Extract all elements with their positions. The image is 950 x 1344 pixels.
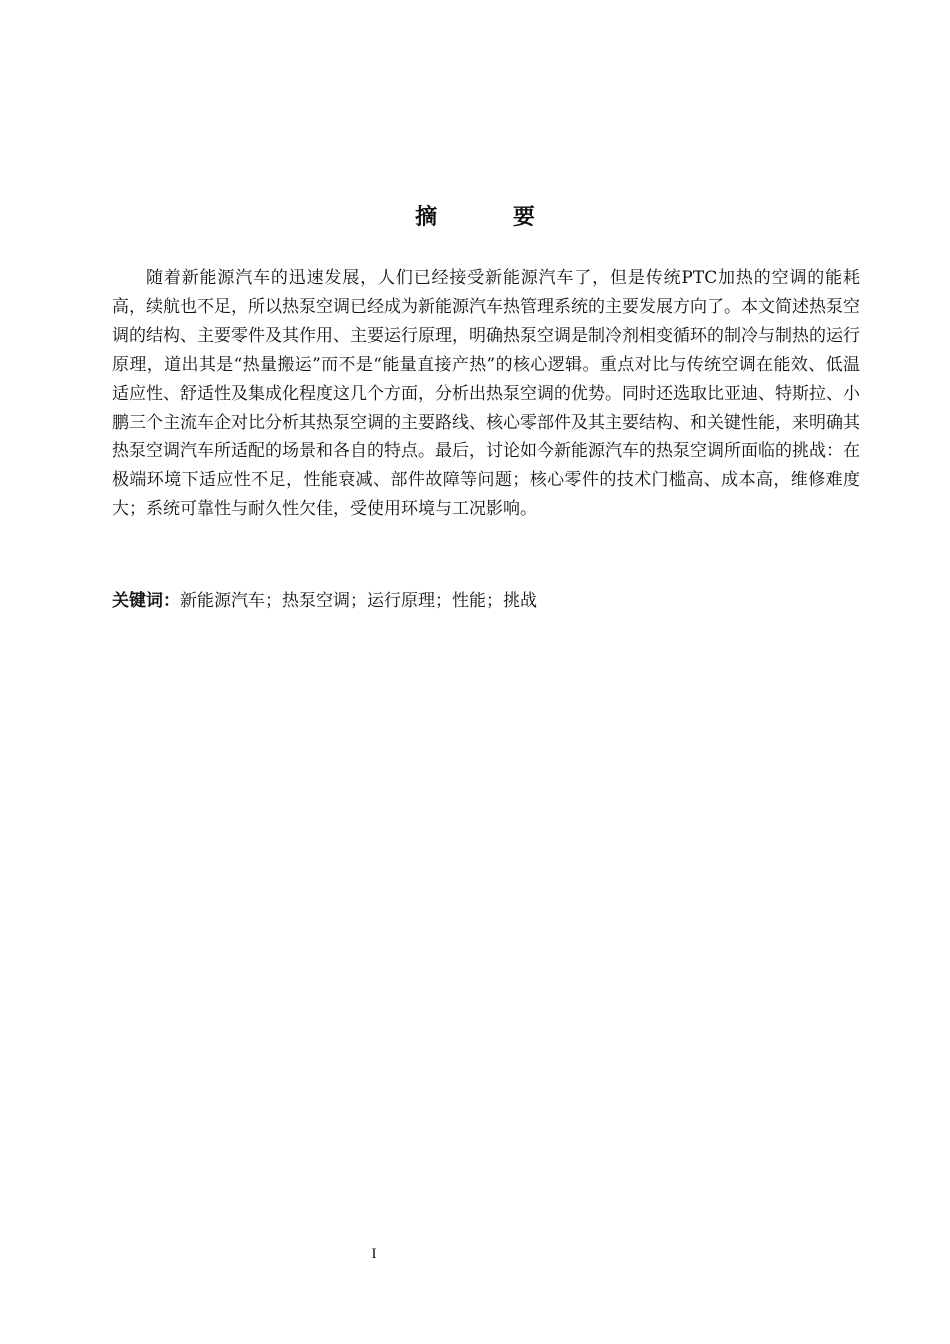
page-number: I <box>371 1246 377 1262</box>
keywords-line <box>112 587 860 615</box>
keywords-label: 关键词： <box>112 591 180 611</box>
keywords-list: 新能源汽车；热泵空调；运行原理；性能；挑战 <box>180 591 537 611</box>
abstract-body: 随着新能源汽车的迅速发展，人们已经接受新能源汽车了，但是传统PTC加热的空调的能耗高，续航也不足，所以热泵空调已经成为新能源汽车热管理系统的主要发展方向了。本文简述热泵空调的结构、主要零件及其作用、主要运行原理，明确热泵空调是制冷剂相变循环的制冷与制热的运行原理，道出其是“热量搬运”而不是“能量直接产热”的核心逻辑。重点对比与传统空调在能效、低温适应性、舒适性及集成化程度这几个方面，分析出热泵空调的优势。同时还选取比亚迪、特斯拉、小鹏三个主流车企对比分析其热泵空调的主要路线、核心零部件及其主要结构、和关键性能，来明确其热泵空调汽车所适配的场景和各自的特点。最后，讨论如今新能源汽车的热泵空调所面临的挑战：在极端环境下适应性不足，性能衰减、部件故障等问题；核心零件的技术门槛高、成本高，维修难度大；系统可靠性与耐久性欠佳，受使用环境与工况影响。 <box>112 268 860 520</box>
abstract-title: 摘 要 <box>415 205 570 230</box>
